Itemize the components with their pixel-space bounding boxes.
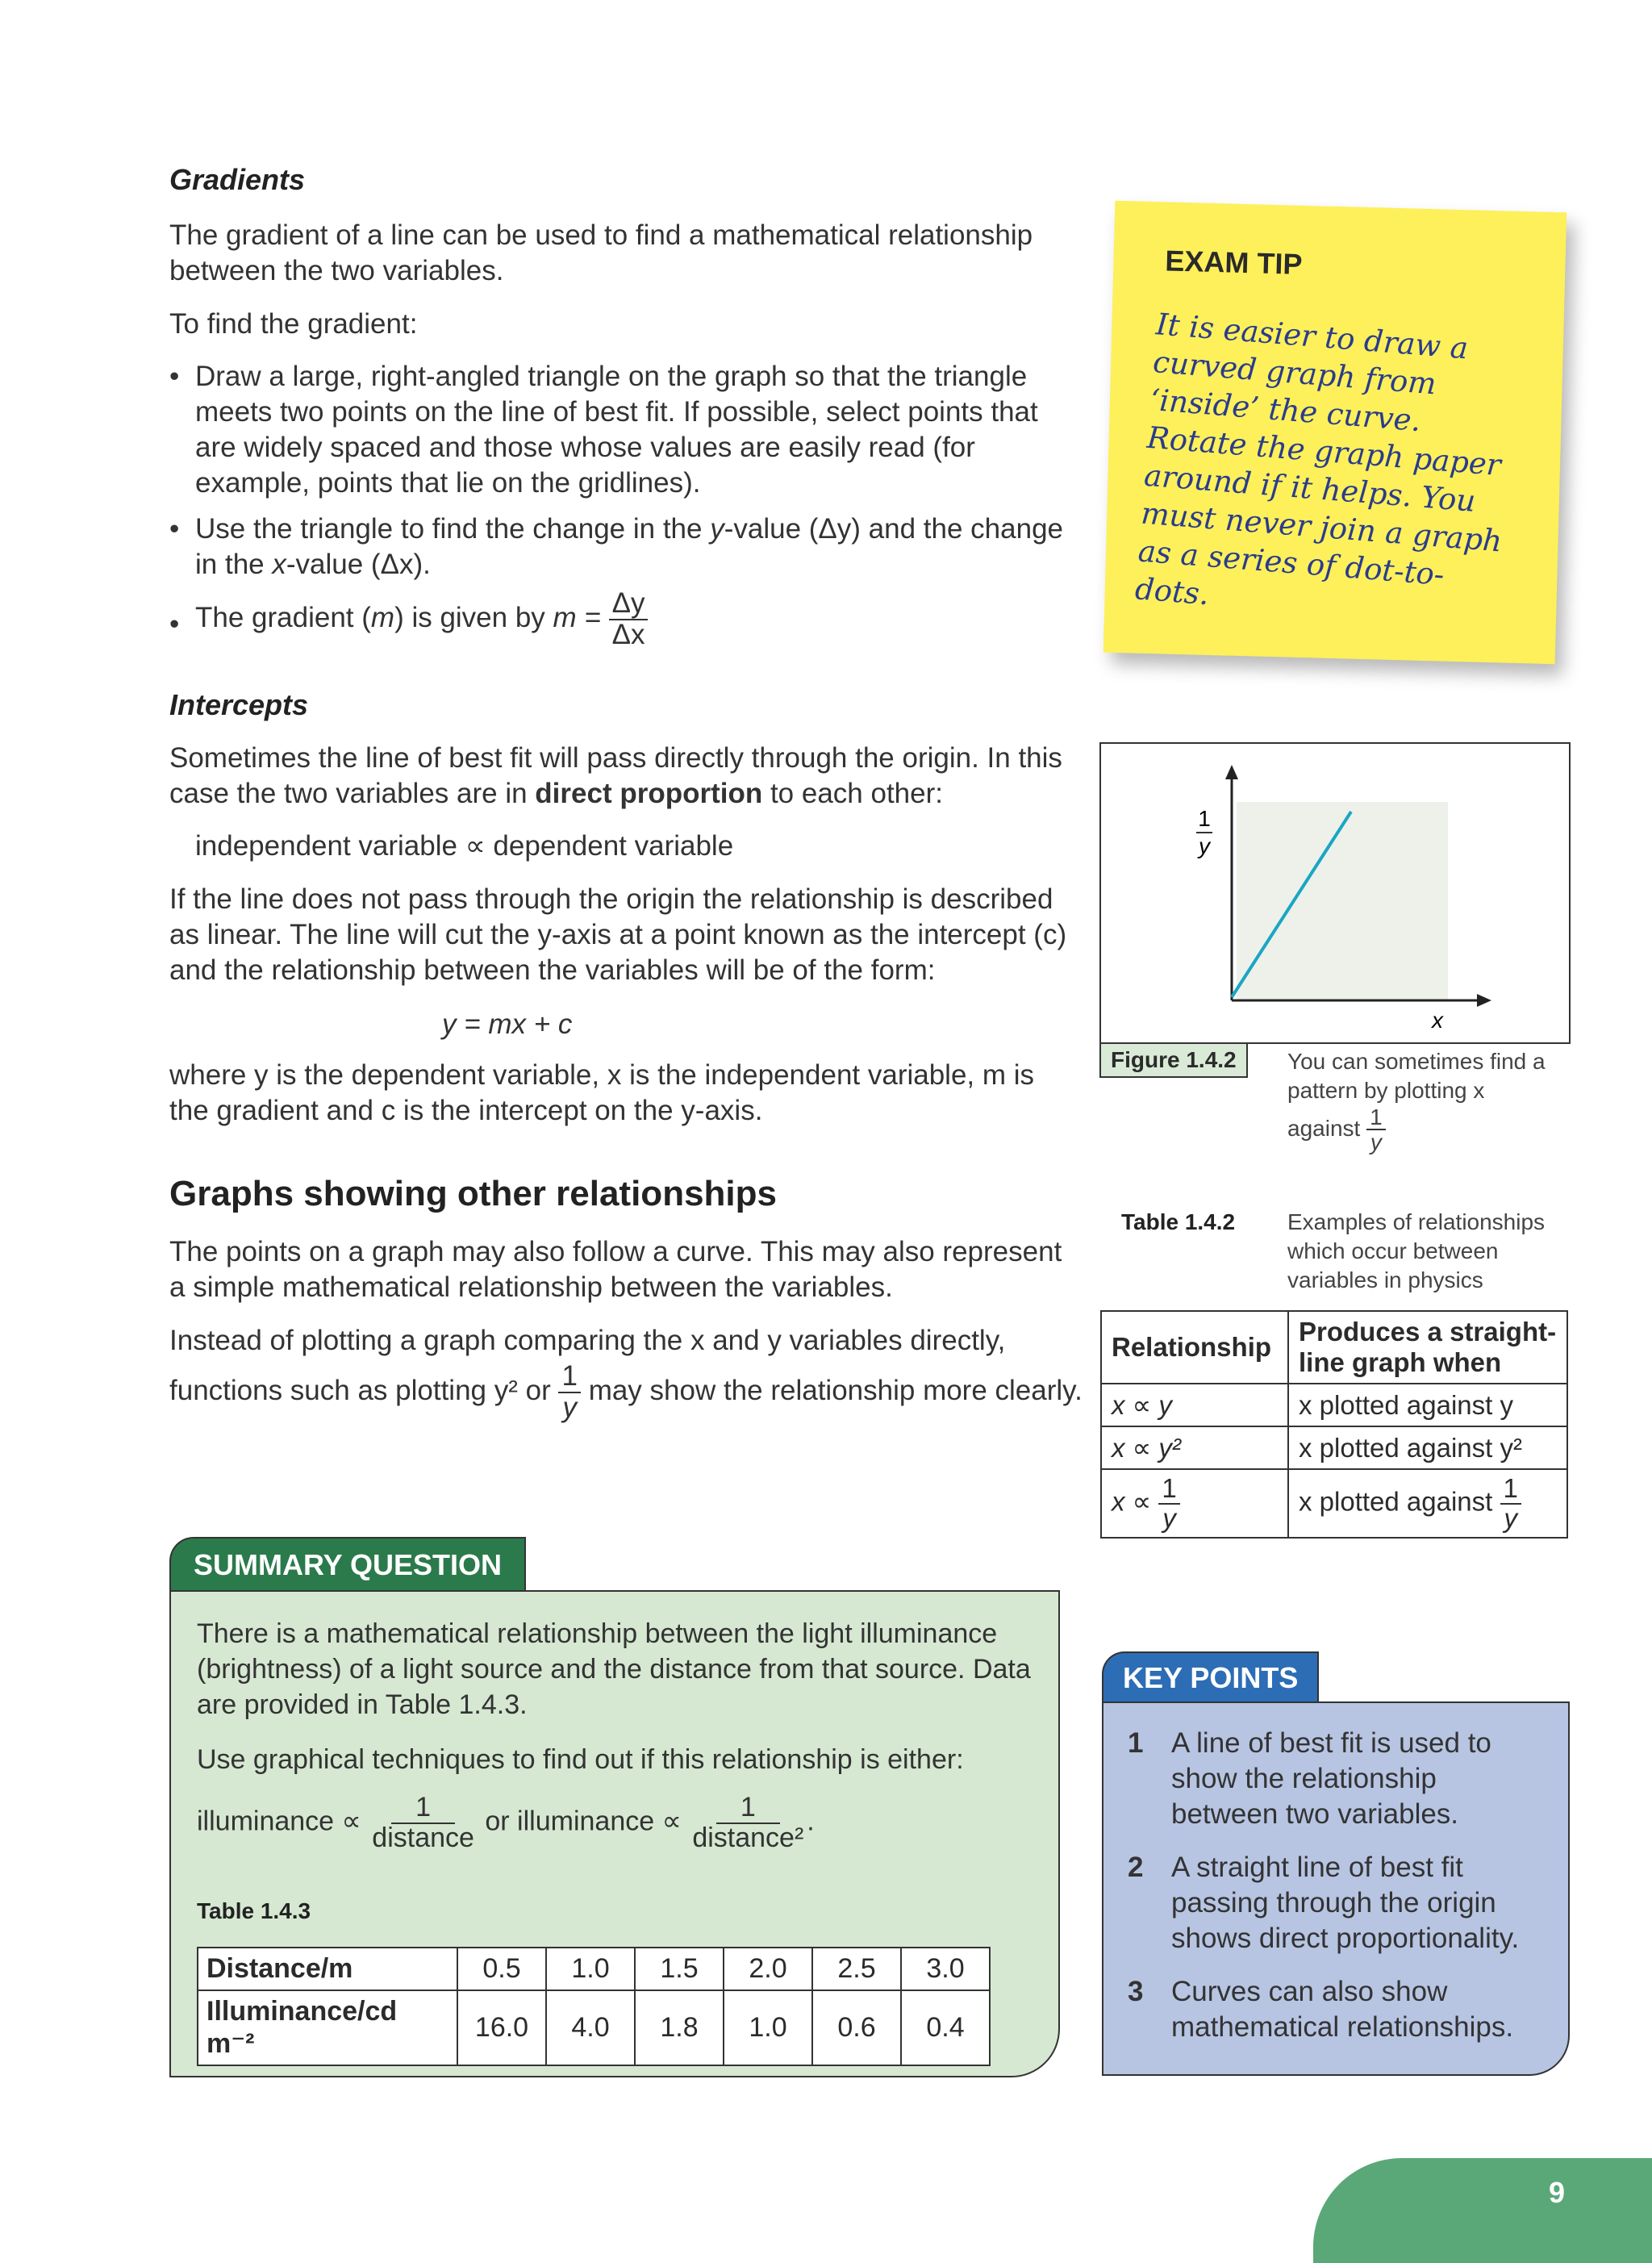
key-points-box (1102, 1701, 1570, 2076)
other-p3 (169, 1362, 1137, 1423)
table142-label: Table 1.4.2 (1121, 1209, 1236, 1234)
relationships-table (1100, 1310, 1568, 1539)
other-p1: The points on a graph may also follow a curve. This may also represent a simple mathematical relationship between the variables. (169, 1236, 1062, 1303)
table-cell: 4.0 (546, 1990, 635, 2065)
page-number-badge (1313, 2158, 1652, 2263)
table-cell (1288, 1469, 1567, 1538)
table-cell: 3.0 (901, 1948, 990, 1990)
intercepts-heading: Intercepts (169, 688, 309, 721)
table-cell: x ∝ y (1101, 1384, 1288, 1426)
intercepts-p1-a: Sometimes the line of best fit will pass directly through the origin. In this case the two variables are in (169, 742, 1062, 809)
other-p3-b: may show the relationship more clearly. (588, 1375, 1083, 1406)
bullet-dot: • (169, 608, 180, 640)
bullet-3-b: ) is given by (394, 602, 553, 633)
figure-caption-fraction (1366, 1105, 1386, 1154)
bullet-dot: • (169, 513, 180, 545)
intercepts-p2: If the line does not pass through the origin the relationship is described as linear. The line will cut the y-axis at a point known as the intercept (c) and the relationship between the variables will be of the form: (169, 883, 1067, 986)
formula-1-fraction (369, 1793, 478, 1852)
exam-tip-text: It is easier to draw a curved graph from ‘inside’ the curve. Rotate the graph paper around if it helps. You must never join a graph as a series of dot-to-dots. (1133, 307, 1504, 612)
gradients-intro: The gradient of a line can be used to find a mathematical relationship between the two variables. (169, 219, 1033, 286)
formula-end: . (807, 1806, 815, 1837)
bullet-2-c: -value (Δx). (286, 549, 431, 580)
figure-caption-text: You can sometimes find a pattern by plotting x against (1287, 1049, 1546, 1141)
table-cell: 1.8 (635, 1990, 724, 2065)
table-header: Relationship (1101, 1311, 1288, 1384)
fraction-den: y (1504, 1502, 1517, 1533)
summary-p1: There is a mathematical relationship between the light illuminance (brightness) of a light source and the distance from that source. Data are provided in Table 1.4.3. (197, 1618, 1031, 1720)
figure-graph-box (1099, 742, 1571, 1044)
bullet-2-y: y (710, 513, 724, 545)
key-point-text: Curves can also show mathematical relationships. (1171, 1976, 1514, 2043)
gradient-bullet-3 (169, 589, 1083, 650)
formula-2-fraction (689, 1793, 807, 1852)
x-axis-label: x (1432, 1008, 1443, 1033)
fraction-num: 1 (1366, 1105, 1386, 1130)
table-cell: x plotted against y² (1288, 1426, 1567, 1469)
gradients-heading: Gradients (169, 163, 306, 196)
table-header-row (1101, 1311, 1567, 1384)
table-cell: 16.0 (457, 1990, 546, 2065)
bullet-dot: • (169, 361, 180, 392)
gradient-bullet-1 (169, 359, 1083, 501)
bullet-2-x: x (272, 549, 286, 580)
table-row-header: Illuminance/cd m⁻² (198, 1990, 457, 2065)
page-number: 9 (1549, 2176, 1566, 2209)
table-cell: 2.0 (724, 1948, 812, 1990)
table-cell: x ∝ y² (1101, 1426, 1288, 1469)
fraction-num: 1 (1500, 1475, 1521, 1505)
exam-tip-note (1103, 201, 1566, 664)
exam-tip-title: EXAM TIP (1164, 244, 1303, 281)
bullet-3-a: The gradient ( (195, 602, 371, 633)
fraction-num: Δy (609, 589, 649, 620)
table-cell: 0.4 (901, 1990, 990, 2065)
other-p3-a: functions such as plotting y² or (169, 1375, 551, 1406)
key-point-number: 3 (1128, 1976, 1144, 2007)
table-cell: x plotted against y (1288, 1384, 1567, 1426)
table143-label: Table 1.4.3 (197, 1898, 311, 1923)
y-axis-label-den: y (1199, 833, 1210, 858)
proportion-line: independent variable ∝ dependent variable (195, 830, 734, 862)
intercepts-p1 (169, 741, 1073, 812)
table-row (1101, 1384, 1567, 1426)
fraction-num: 1 (1158, 1475, 1179, 1505)
table-header: Produces a straight-line graph when (1288, 1311, 1567, 1384)
fraction-den: distance² (692, 1822, 804, 1853)
fraction-den: y (1162, 1502, 1176, 1533)
table-cell: 1.0 (724, 1990, 812, 2065)
direct-proportion-term: direct proportion (535, 778, 763, 809)
fraction-num: 1 (716, 1793, 780, 1824)
other-relationships-heading: Graphs showing other relationships (169, 1174, 777, 1213)
table-cell: 0.6 (812, 1990, 901, 2065)
bullet-3-m: m (370, 602, 395, 633)
intercepts-p3: where y is the dependent variable, x is the independent variable, m is the gradient and c is the intercept on the y-axis. (169, 1059, 1035, 1126)
key-point-number: 2 (1128, 1852, 1144, 1883)
table-row (1101, 1426, 1567, 1469)
other-p2: Instead of plotting a graph comparing the x and y variables directly, (169, 1325, 1006, 1356)
table-row (198, 1990, 990, 2065)
graph-background (1237, 802, 1448, 1000)
table142-caption: Examples of relationships which occur between variables in physics (1287, 1209, 1546, 1292)
summary-p2: Use graphical techniques to find out if this relationship is either: (197, 1744, 964, 1775)
fraction-den: y (562, 1391, 577, 1423)
linear-equation: y = mx + c (442, 1008, 573, 1040)
table-cell: 1.0 (546, 1948, 635, 1990)
key-points-tab: KEY POINTS (1102, 1651, 1319, 1703)
fraction-den: distance (372, 1822, 474, 1853)
formula-1-prefix: illuminance ∝ (197, 1806, 361, 1837)
figure-label: Figure 1.4.2 (1099, 1042, 1248, 1078)
table-row (1101, 1469, 1567, 1538)
key-point-item (1128, 1726, 1550, 1832)
table-cell: 0.5 (457, 1948, 546, 1990)
table-cell-text: x ∝ (1112, 1486, 1152, 1517)
table-row-header: Distance/m (198, 1948, 457, 1990)
table-fraction (1158, 1475, 1179, 1532)
gradient-bullet-2 (169, 511, 1083, 582)
table-row (198, 1948, 990, 1990)
table-cell-text: x plotted against (1299, 1486, 1493, 1517)
fraction-den: y (1370, 1129, 1382, 1155)
figure-caption (1287, 1047, 1562, 1154)
fraction-den: Δx (611, 618, 645, 650)
fraction-num: 1 (558, 1362, 580, 1393)
bullet-1-text: Draw a large, right-angled triangle on the graph so that the triangle meets two points on the line of best fit. If possible, select points that are widely spaced and those whose values are easily read (for example, points that lie on the gridlines). (195, 361, 1038, 499)
fraction-num: 1 (391, 1793, 455, 1824)
gradient-fraction (609, 589, 649, 650)
table-cell: 1.5 (635, 1948, 724, 1990)
summary-question-box (169, 1590, 1060, 2077)
illuminance-table (197, 1947, 991, 2066)
figure-graph (1101, 744, 1569, 1042)
y-axis-arrow-icon (1225, 765, 1238, 779)
bullet-3-eq: m = (553, 602, 601, 633)
formula-or-text: or illuminance ∝ (485, 1806, 682, 1837)
intercepts-p1-b: to each other: (762, 778, 943, 809)
bullet-2-a: Use the triangle to find the change in the (195, 513, 711, 545)
key-point-item (1128, 1974, 1550, 2045)
x-axis-arrow-icon (1477, 994, 1491, 1007)
one-over-y-fraction (558, 1362, 580, 1423)
table-fraction (1500, 1475, 1521, 1532)
gradients-to-find: To find the gradient: (169, 308, 418, 340)
key-point-item (1128, 1850, 1550, 1956)
table-cell (1101, 1469, 1288, 1538)
summary-question-tab: SUMMARY QUESTION (169, 1537, 526, 1592)
summary-formulas (197, 1793, 815, 1852)
key-point-text: A straight line of best fit passing through the origin shows direct proportionality. (1171, 1852, 1520, 1954)
y-axis-label-num: 1 (1198, 806, 1211, 831)
table-cell: 2.5 (812, 1948, 901, 1990)
bullet-2-b: -value (Δy) and the change in the (195, 513, 1063, 580)
key-point-text: A line of best fit is used to show the relationship between two variables. (1171, 1727, 1491, 1830)
key-point-number: 1 (1128, 1727, 1144, 1759)
